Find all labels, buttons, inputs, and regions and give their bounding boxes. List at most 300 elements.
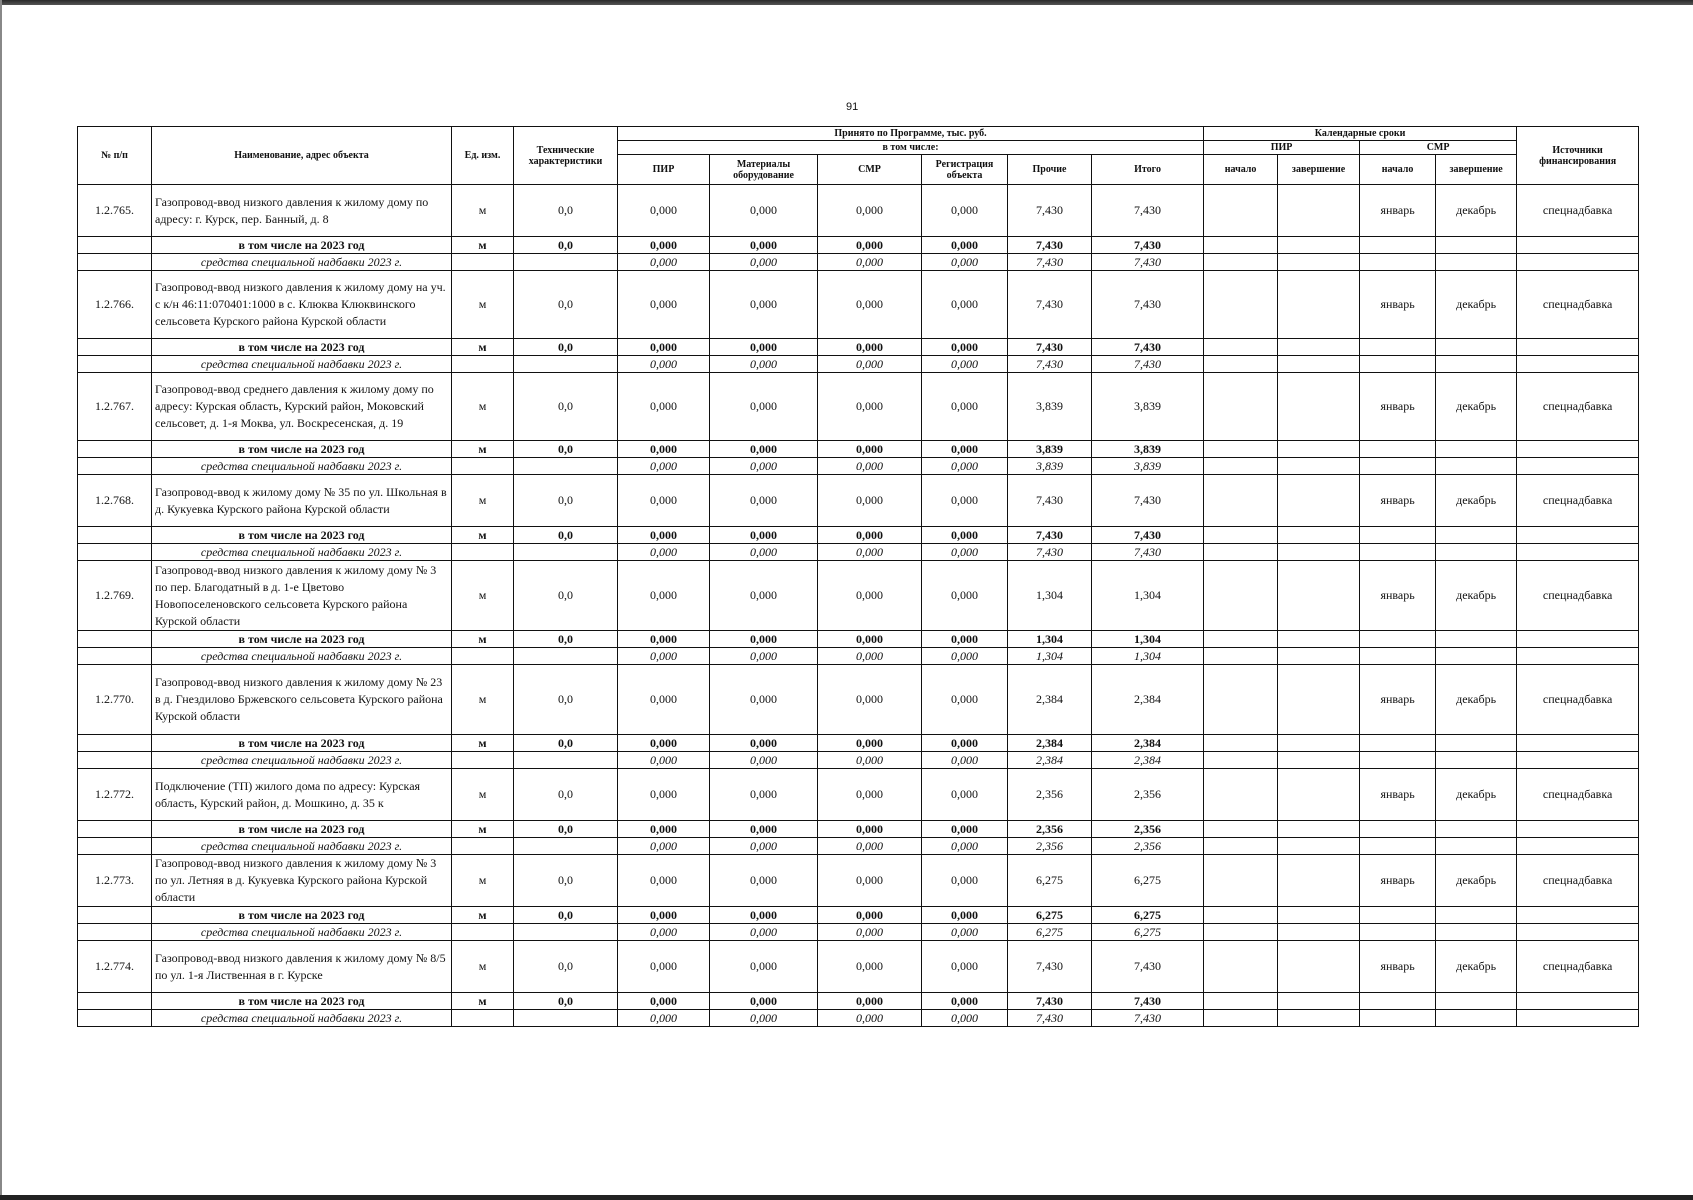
subtotal-num: [78, 821, 152, 838]
pir-cell: 0,000: [618, 271, 710, 339]
source-tech: [514, 752, 618, 769]
subtotal-registration: 0,000: [922, 237, 1008, 254]
subtotal-registration: 0,000: [922, 993, 1008, 1010]
source-empty: [1517, 254, 1639, 271]
subtotal-total: 7,430: [1092, 993, 1204, 1010]
source-empty: [1436, 924, 1517, 941]
subtotal-materials: 0,000: [710, 441, 818, 458]
other-cell: 7,430: [1008, 185, 1092, 237]
subtotal-row: [78, 993, 1639, 1010]
source-tech: [514, 648, 618, 665]
subtotal-tech: 0,0: [514, 339, 618, 356]
object-name: Газопровод-ввод низкого давления к жилому дому № 23 в д. Гнездилово Бржевского сельсовета Курского района Курской области: [152, 665, 452, 735]
subtotal-materials: 0,000: [710, 527, 818, 544]
unit-cell: м: [452, 475, 514, 527]
subtotal-registration: 0,000: [922, 631, 1008, 648]
pir-end-cell: [1278, 373, 1360, 441]
subtotal-other: 1,304: [1008, 631, 1092, 648]
header-cal-pir: ПИР: [1204, 141, 1360, 155]
source-empty: [1517, 924, 1639, 941]
subtotal-empty: [1436, 993, 1517, 1010]
source-row: [78, 254, 1639, 271]
unit-cell: м: [452, 373, 514, 441]
source-empty: [1436, 838, 1517, 855]
subtotal-empty: [1360, 993, 1436, 1010]
source-other: 7,430: [1008, 1010, 1092, 1027]
header-smr-end: завершение: [1436, 155, 1517, 185]
subtotal-registration: 0,000: [922, 821, 1008, 838]
subtotal-empty: [1204, 527, 1278, 544]
pir-cell: 0,000: [618, 475, 710, 527]
registration-cell: 0,000: [922, 769, 1008, 821]
subtotal-smr: 0,000: [818, 237, 922, 254]
table-row: [78, 185, 1639, 237]
subtotal-smr: 0,000: [818, 821, 922, 838]
subtotal-empty: [1278, 821, 1360, 838]
subtotal-num: [78, 339, 152, 356]
subtotal-label: в том числе на 2023 год: [152, 527, 452, 544]
source-empty: [1436, 544, 1517, 561]
source-empty: [1517, 1010, 1639, 1027]
registration-cell: 0,000: [922, 855, 1008, 907]
unit-cell: м: [452, 185, 514, 237]
other-cell: 7,430: [1008, 475, 1092, 527]
source-empty: [1517, 544, 1639, 561]
materials-cell: 0,000: [710, 561, 818, 631]
source-smr: 0,000: [818, 544, 922, 561]
source-total: 6,275: [1092, 924, 1204, 941]
total-cell: 7,430: [1092, 185, 1204, 237]
pir-cell: 0,000: [618, 855, 710, 907]
source-pir: 0,000: [618, 458, 710, 475]
subtotal-empty: [1517, 631, 1639, 648]
subtotal-empty: [1517, 821, 1639, 838]
subtotal-empty: [1204, 907, 1278, 924]
source-num: [78, 458, 152, 475]
source-row: [78, 458, 1639, 475]
subtotal-other: 7,430: [1008, 993, 1092, 1010]
tech-cell: 0,0: [514, 665, 618, 735]
subtotal-empty: [1517, 907, 1639, 924]
subtotal-pir: 0,000: [618, 631, 710, 648]
subtotal-num: [78, 527, 152, 544]
source-empty: [1436, 1010, 1517, 1027]
pir-end-cell: [1278, 185, 1360, 237]
subtotal-total: 2,356: [1092, 821, 1204, 838]
source-row: [78, 838, 1639, 855]
header-cal-smr: СМР: [1360, 141, 1517, 155]
source-row: [78, 648, 1639, 665]
subtotal-row: [78, 821, 1639, 838]
source-empty: [1517, 838, 1639, 855]
table-row: [78, 373, 1639, 441]
subtotal-num: [78, 735, 152, 752]
subtotal-smr: 0,000: [818, 527, 922, 544]
subtotal-empty: [1360, 631, 1436, 648]
smr-end-cell: декабрь: [1436, 271, 1517, 339]
subtotal-smr: 0,000: [818, 631, 922, 648]
subtotal-other: 6,275: [1008, 907, 1092, 924]
registration-cell: 0,000: [922, 373, 1008, 441]
source-empty: [1278, 356, 1360, 373]
source-row: [78, 1010, 1639, 1027]
pir-start-cell: [1204, 185, 1278, 237]
materials-cell: 0,000: [710, 769, 818, 821]
other-cell: 6,275: [1008, 855, 1092, 907]
header-total: Итого: [1092, 155, 1204, 185]
subtotal-empty: [1517, 339, 1639, 356]
table-row: [78, 475, 1639, 527]
source-materials: 0,000: [710, 1010, 818, 1027]
source-empty: [1436, 356, 1517, 373]
other-cell: 1,304: [1008, 561, 1092, 631]
smr-end-cell: декабрь: [1436, 561, 1517, 631]
source-registration: 0,000: [922, 254, 1008, 271]
other-cell: 7,430: [1008, 941, 1092, 993]
total-cell: 7,430: [1092, 941, 1204, 993]
pir-cell: 0,000: [618, 665, 710, 735]
subtotal-smr: 0,000: [818, 441, 922, 458]
smr-start-cell: январь: [1360, 561, 1436, 631]
materials-cell: 0,000: [710, 271, 818, 339]
source-tech: [514, 458, 618, 475]
source-empty: [1278, 838, 1360, 855]
pir-end-cell: [1278, 941, 1360, 993]
subtotal-other: 2,356: [1008, 821, 1092, 838]
source-tech: [514, 254, 618, 271]
row-number: 1.2.773.: [78, 855, 152, 907]
row-number: 1.2.767.: [78, 373, 152, 441]
subtotal-empty: [1517, 735, 1639, 752]
pir-start-cell: [1204, 271, 1278, 339]
source-num: [78, 752, 152, 769]
program-table: [77, 126, 1639, 1027]
pir-cell: 0,000: [618, 941, 710, 993]
pir-end-cell: [1278, 475, 1360, 527]
source-total: 1,304: [1092, 648, 1204, 665]
tech-cell: 0,0: [514, 271, 618, 339]
subtotal-registration: 0,000: [922, 527, 1008, 544]
source-num: [78, 1010, 152, 1027]
source-materials: 0,000: [710, 356, 818, 373]
source-materials: 0,000: [710, 838, 818, 855]
subtotal-empty: [1360, 339, 1436, 356]
subtotal-empty: [1360, 441, 1436, 458]
source-total: 2,356: [1092, 838, 1204, 855]
source-label: средства специальной надбавки 2023 г.: [152, 648, 452, 665]
subtotal-label: в том числе на 2023 год: [152, 339, 452, 356]
subtotal-registration: 0,000: [922, 441, 1008, 458]
subtotal-empty: [1517, 237, 1639, 254]
scan-edge-bottom: [0, 1195, 1693, 1200]
table-row: [78, 941, 1639, 993]
funding-cell: спецнадбавка: [1517, 561, 1639, 631]
source-row: [78, 752, 1639, 769]
subtotal-smr: 0,000: [818, 993, 922, 1010]
tech-cell: 0,0: [514, 941, 618, 993]
total-cell: 7,430: [1092, 271, 1204, 339]
source-unit: [452, 1010, 514, 1027]
source-num: [78, 254, 152, 271]
source-empty: [1204, 924, 1278, 941]
source-registration: 0,000: [922, 544, 1008, 561]
subtotal-registration: 0,000: [922, 339, 1008, 356]
smr-end-cell: декабрь: [1436, 769, 1517, 821]
source-materials: 0,000: [710, 544, 818, 561]
subtotal-row: [78, 527, 1639, 544]
smr-start-cell: январь: [1360, 185, 1436, 237]
subtotal-empty: [1278, 527, 1360, 544]
source-registration: 0,000: [922, 1010, 1008, 1027]
source-label: средства специальной надбавки 2023 г.: [152, 1010, 452, 1027]
source-registration: 0,000: [922, 458, 1008, 475]
funding-cell: спецнадбавка: [1517, 475, 1639, 527]
subtotal-unit: м: [452, 821, 514, 838]
subtotal-other: 2,384: [1008, 735, 1092, 752]
smr-end-cell: декабрь: [1436, 855, 1517, 907]
source-num: [78, 544, 152, 561]
pir-end-cell: [1278, 769, 1360, 821]
source-pir: 0,000: [618, 544, 710, 561]
row-number: 1.2.765.: [78, 185, 152, 237]
source-empty: [1278, 544, 1360, 561]
table-row: [78, 271, 1639, 339]
subtotal-unit: м: [452, 441, 514, 458]
source-tech: [514, 1010, 618, 1027]
source-empty: [1360, 458, 1436, 475]
source-label: средства специальной надбавки 2023 г.: [152, 544, 452, 561]
source-empty: [1204, 458, 1278, 475]
subtotal-total: 6,275: [1092, 907, 1204, 924]
subtotal-empty: [1278, 993, 1360, 1010]
subtotal-row: [78, 339, 1639, 356]
subtotal-tech: 0,0: [514, 993, 618, 1010]
funding-cell: спецнадбавка: [1517, 769, 1639, 821]
page-number: 91: [846, 101, 859, 113]
row-number: 1.2.772.: [78, 769, 152, 821]
pir-cell: 0,000: [618, 769, 710, 821]
total-cell: 2,356: [1092, 769, 1204, 821]
source-empty: [1204, 1010, 1278, 1027]
header-registration: Регистрация объекта: [922, 155, 1008, 185]
subtotal-num: [78, 237, 152, 254]
scan-edge-top: [0, 0, 1693, 5]
pir-end-cell: [1278, 665, 1360, 735]
subtotal-empty: [1517, 441, 1639, 458]
header-funding: Источники финансирования: [1517, 127, 1639, 185]
source-empty: [1360, 544, 1436, 561]
subtotal-empty: [1436, 631, 1517, 648]
source-num: [78, 838, 152, 855]
unit-cell: м: [452, 665, 514, 735]
table-row: [78, 769, 1639, 821]
subtotal-pir: 0,000: [618, 821, 710, 838]
source-registration: 0,000: [922, 356, 1008, 373]
source-empty: [1436, 752, 1517, 769]
subtotal-empty: [1204, 631, 1278, 648]
header-pir: ПИР: [618, 155, 710, 185]
subtotal-total: 7,430: [1092, 237, 1204, 254]
subtotal-empty: [1436, 907, 1517, 924]
source-row: [78, 924, 1639, 941]
smr-cell: 0,000: [818, 665, 922, 735]
subtotal-empty: [1436, 527, 1517, 544]
source-label: средства специальной надбавки 2023 г.: [152, 458, 452, 475]
subtotal-empty: [1204, 441, 1278, 458]
funding-cell: спецнадбавка: [1517, 185, 1639, 237]
source-empty: [1517, 752, 1639, 769]
subtotal-tech: 0,0: [514, 907, 618, 924]
subtotal-empty: [1517, 527, 1639, 544]
subtotal-label: в том числе на 2023 год: [152, 631, 452, 648]
object-name: Газопровод-ввод среднего давления к жилому дому по адресу: Курская область, Курский район, Моковский сельсовет, д. 1-я Моква, ул. Воскресенская, д. 19: [152, 373, 452, 441]
subtotal-unit: м: [452, 527, 514, 544]
subtotal-registration: 0,000: [922, 735, 1008, 752]
source-unit: [452, 356, 514, 373]
subtotal-num: [78, 441, 152, 458]
subtotal-registration: 0,000: [922, 907, 1008, 924]
header-pir-start: начало: [1204, 155, 1278, 185]
subtotal-tech: 0,0: [514, 631, 618, 648]
subtotal-row: [78, 237, 1639, 254]
subtotal-empty: [1204, 237, 1278, 254]
source-unit: [452, 752, 514, 769]
table-row: [78, 561, 1639, 631]
smr-cell: 0,000: [818, 561, 922, 631]
source-empty: [1204, 544, 1278, 561]
funding-cell: спецнадбавка: [1517, 941, 1639, 993]
subtotal-unit: м: [452, 907, 514, 924]
subtotal-tech: 0,0: [514, 821, 618, 838]
total-cell: 7,430: [1092, 475, 1204, 527]
subtotal-row: [78, 735, 1639, 752]
source-pir: 0,000: [618, 254, 710, 271]
smr-cell: 0,000: [818, 855, 922, 907]
object-name: Подключение (ТП) жилого дома по адресу: Курская область, Курский район, д. Мошкино, д. 35 к: [152, 769, 452, 821]
source-materials: 0,000: [710, 924, 818, 941]
source-tech: [514, 838, 618, 855]
source-unit: [452, 458, 514, 475]
pir-cell: 0,000: [618, 373, 710, 441]
subtotal-empty: [1436, 339, 1517, 356]
subtotal-pir: 0,000: [618, 993, 710, 1010]
subtotal-num: [78, 993, 152, 1010]
registration-cell: 0,000: [922, 941, 1008, 993]
tech-cell: 0,0: [514, 185, 618, 237]
source-other: 1,304: [1008, 648, 1092, 665]
source-registration: 0,000: [922, 838, 1008, 855]
registration-cell: 0,000: [922, 561, 1008, 631]
source-empty: [1360, 924, 1436, 941]
unit-cell: м: [452, 271, 514, 339]
funding-cell: спецнадбавка: [1517, 271, 1639, 339]
header-including: в том числе:: [618, 141, 1204, 155]
header-pir-end: завершение: [1278, 155, 1360, 185]
subtotal-tech: 0,0: [514, 441, 618, 458]
source-empty: [1517, 356, 1639, 373]
source-pir: 0,000: [618, 648, 710, 665]
pir-start-cell: [1204, 373, 1278, 441]
smr-cell: 0,000: [818, 271, 922, 339]
source-empty: [1278, 648, 1360, 665]
subtotal-pir: 0,000: [618, 735, 710, 752]
materials-cell: 0,000: [710, 185, 818, 237]
subtotal-empty: [1360, 237, 1436, 254]
subtotal-other: 3,839: [1008, 441, 1092, 458]
source-empty: [1204, 356, 1278, 373]
object-name: Газопровод-ввод низкого давления к жилому дому № 3 по ул. Летняя в д. Кукуевка Курского района Курской области: [152, 855, 452, 907]
materials-cell: 0,000: [710, 373, 818, 441]
smr-start-cell: январь: [1360, 769, 1436, 821]
source-empty: [1360, 254, 1436, 271]
subtotal-empty: [1204, 993, 1278, 1010]
source-other: 7,430: [1008, 544, 1092, 561]
source-materials: 0,000: [710, 254, 818, 271]
subtotal-row: [78, 907, 1639, 924]
object-name: Газопровод-ввод низкого давления к жилому дому на уч. с к/н 46:11:070401:1000 в с. Клюква Клюквинского сельсовета Курского района Курской области: [152, 271, 452, 339]
row-number: 1.2.766.: [78, 271, 152, 339]
source-smr: 0,000: [818, 924, 922, 941]
subtotal-empty: [1360, 907, 1436, 924]
subtotal-total: 7,430: [1092, 339, 1204, 356]
source-empty: [1517, 648, 1639, 665]
subtotal-empty: [1436, 821, 1517, 838]
source-unit: [452, 838, 514, 855]
source-row: [78, 356, 1639, 373]
subtotal-materials: 0,000: [710, 735, 818, 752]
subtotal-tech: 0,0: [514, 237, 618, 254]
header-materials: Материалы оборудование: [710, 155, 818, 185]
total-cell: 3,839: [1092, 373, 1204, 441]
subtotal-tech: 0,0: [514, 735, 618, 752]
subtotal-label: в том числе на 2023 год: [152, 735, 452, 752]
source-label: средства специальной надбавки 2023 г.: [152, 838, 452, 855]
subtotal-empty: [1204, 735, 1278, 752]
subtotal-materials: 0,000: [710, 631, 818, 648]
source-empty: [1360, 752, 1436, 769]
object-name: Газопровод-ввод низкого давления к жилому дому № 8/5 по ул. 1-я Лиственная в г. Курске: [152, 941, 452, 993]
source-materials: 0,000: [710, 752, 818, 769]
source-smr: 0,000: [818, 1010, 922, 1027]
subtotal-tech: 0,0: [514, 527, 618, 544]
source-total: 3,839: [1092, 458, 1204, 475]
header-smr-start: начало: [1360, 155, 1436, 185]
smr-start-cell: январь: [1360, 475, 1436, 527]
funding-cell: спецнадбавка: [1517, 855, 1639, 907]
source-empty: [1436, 254, 1517, 271]
subtotal-empty: [1360, 735, 1436, 752]
pir-end-cell: [1278, 561, 1360, 631]
smr-cell: 0,000: [818, 185, 922, 237]
materials-cell: 0,000: [710, 941, 818, 993]
unit-cell: м: [452, 561, 514, 631]
smr-cell: 0,000: [818, 373, 922, 441]
source-empty: [1517, 458, 1639, 475]
source-smr: 0,000: [818, 838, 922, 855]
subtotal-other: 7,430: [1008, 339, 1092, 356]
table-row: [78, 855, 1639, 907]
source-num: [78, 924, 152, 941]
materials-cell: 0,000: [710, 475, 818, 527]
tech-cell: 0,0: [514, 769, 618, 821]
subtotal-unit: м: [452, 237, 514, 254]
smr-start-cell: январь: [1360, 855, 1436, 907]
header-accepted: Принято по Программе, тыс. руб.: [618, 127, 1204, 141]
row-number: 1.2.774.: [78, 941, 152, 993]
source-other: 2,356: [1008, 838, 1092, 855]
source-smr: 0,000: [818, 254, 922, 271]
unit-cell: м: [452, 855, 514, 907]
